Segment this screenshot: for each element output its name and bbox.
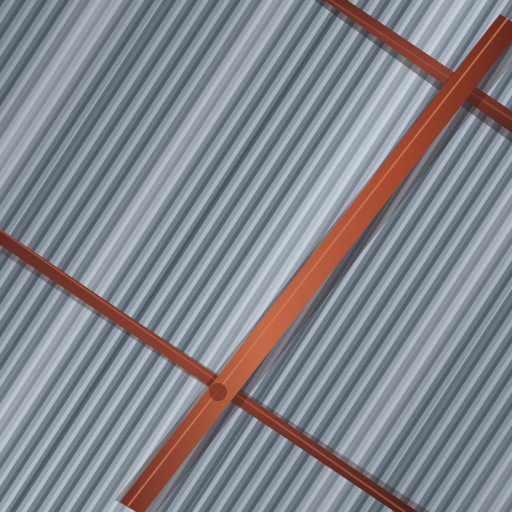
beam-joint: [209, 383, 227, 401]
